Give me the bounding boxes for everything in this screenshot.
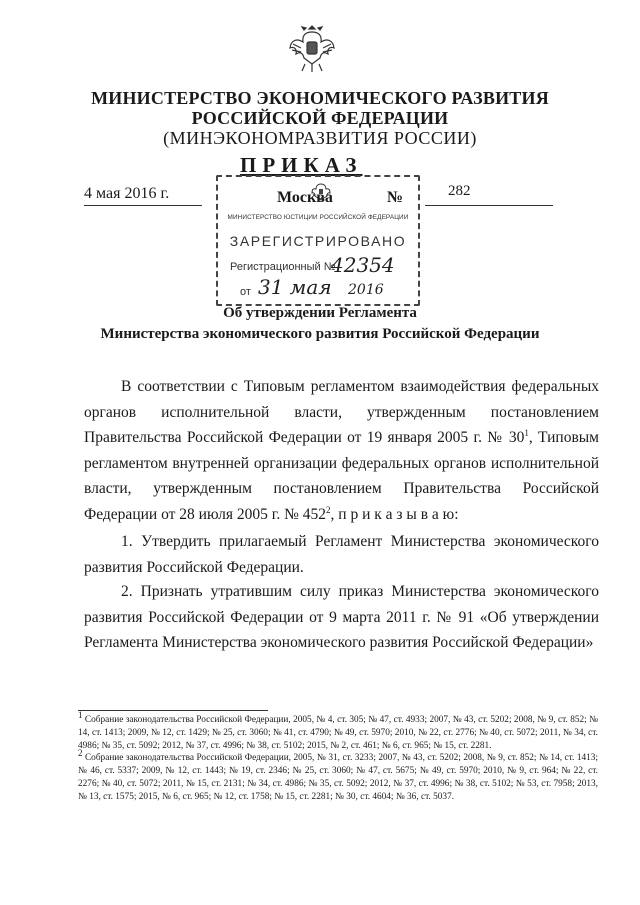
footnote-1 bbox=[78, 709, 598, 752]
preamble-text-c: , п р и к а з ы в а ю: bbox=[330, 505, 459, 523]
ministry-short-name: (МИНЭКОНОМРАЗВИТИЯ РОССИИ) bbox=[163, 128, 477, 148]
stamp-handwritten-date: 31 мая bbox=[258, 275, 332, 299]
order-item-1: 1. Утвердить прилагаемый Регламент Министерства экономического развития Российской Федерации. bbox=[84, 533, 599, 576]
stamp-reg-label: Регистрационный № bbox=[230, 261, 336, 273]
document-title-line2: Министерства экономического развития Российской Федерации bbox=[100, 326, 540, 342]
stamp-status: ЗАРЕГИСТРИРОВАНО bbox=[229, 233, 407, 249]
footnote-mark: 2 bbox=[78, 748, 83, 759]
preamble-text-b: , Типовым регламентом внутренней организации федеральных органов исполнительной власти, утвержденным постановлением Правительства Российской Федерации от 28 июля 2005 г. № 452 bbox=[84, 429, 599, 523]
footnote-2 bbox=[78, 748, 598, 803]
footnote-text: Собрание законодательства Российской Федерации, 2005, № 4, ст. 305; № 47, ст. 4933; 2007, № 43, ст. 5202; 2008, № 9, ст. 852; № 14, ст. 1413; 2009, № 12, ст. 1429; № 25, ст. 3060; № 41, ст. 4790; № 49, ст. 5970; 2010, № 22, ст. 2776; № 40, ст. 5072; 2011, № 34, ст. 4986; № 35, ст. 5092; 2012, № 37, ст. 4996; № 38, ст. 5102; 2015, № 2, ст. 461; № 6, ст. 965; № 15, ст. 2281. bbox=[78, 715, 598, 751]
ministry-name-line1: МИНИСТЕРСТВО ЭКОНОМИЧЕСКОГО РАЗВИТИЯ bbox=[91, 88, 549, 108]
coat-of-arms-emblem bbox=[287, 20, 337, 74]
preamble-paragraph bbox=[84, 374, 599, 527]
document-title-line1: Об утверждении Регламента bbox=[223, 305, 417, 321]
footnote-ref-2: 2 bbox=[326, 504, 331, 515]
stamp-date-prefix: от bbox=[240, 286, 251, 298]
preamble-text-a: В соответствии с Типовым регламентом взаимодействия федеральных органов исполнительной власти, утвержденным постановлением Правительства Российской Федерации от 19 января 2005 г. № 30 bbox=[84, 378, 599, 446]
footnote-separator bbox=[78, 710, 268, 711]
order-item-2: 2. Признать утратившим силу приказ Министерства экономического развития Российской Федерации от 9 марта 2011 г. № 91 «Об утверждении Регламента Министерства экономического развития Российской Федерации» bbox=[84, 583, 599, 651]
footnote-text: Собрание законодательства Российской Федерации, 2005, № 31, ст. 3233; 2007, № 43, ст. 5202; 2008, № 9, ст. 852; № 14, ст. 1413; № 46, ст. 5337; 2009, № 12, ст. 1443; № 19, ст. 2346; № 25, ст. 3060; № 47, ст. 5675; № 49, ст. 5970; 2010, № 9, ст. 964; № 22, ст. 2276; № 40, ст. 5072; 2011, № 15, ст. 2131; № 34, ст. 4986; № 35, ст. 5092; 2012, № 37, ст. 4996; № 38, ст. 5102; № 53, ст. 7958; 2013, № 13, ст. 1575; 2015, № 6, ст. 965; № 12, ст. 1758; № 15, ст. 2281; № 30, ст. 4604; № 36, ст. 5037. bbox=[78, 753, 598, 802]
ministry-name-line2: РОССИЙСКОЙ ФЕДЕРАЦИИ bbox=[191, 108, 449, 128]
order-heading: ПРИКАЗ bbox=[240, 153, 363, 177]
order-city: Москва bbox=[277, 189, 333, 206]
footnotes bbox=[78, 709, 598, 804]
order-number-sign: № bbox=[387, 189, 404, 206]
stamp-year: 2016 bbox=[348, 282, 384, 298]
stamp-department: МИНИСТЕРСТВО ЮСТИЦИИ РОССИЙСКОЙ ФЕДЕРАЦИИ bbox=[227, 214, 409, 221]
footnote-mark: 1 bbox=[78, 709, 83, 720]
footnote-ref-1: 1 bbox=[524, 427, 529, 438]
order-date: 4 мая 2016 г. bbox=[84, 185, 170, 202]
order-number: 282 bbox=[448, 183, 471, 199]
number-underline bbox=[425, 205, 553, 206]
stamp-reg-number: 42354 bbox=[331, 253, 395, 277]
date-underline bbox=[84, 205, 202, 206]
